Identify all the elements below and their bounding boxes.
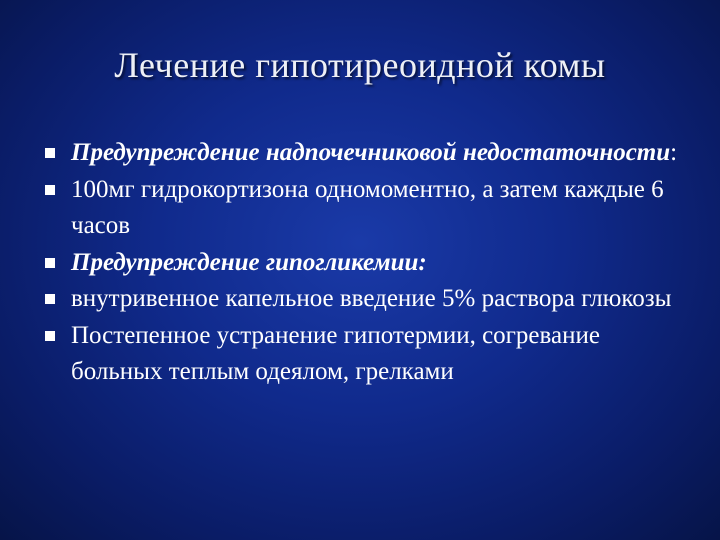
bullet-text-emphasis: Предупреждение гипогликемии: — [71, 248, 427, 276]
bullet-text: 100мг гидрокортизона одномоментно, а затем каждые 6 часов — [71, 175, 664, 239]
bullet-text: Постепенное устранение гипотермии, согревание больных теплым одеялом, грелками — [71, 321, 600, 385]
bullet-item — [45, 318, 685, 391]
square-bullet-icon — [45, 294, 55, 304]
bullet-text: : — [670, 139, 678, 166]
bullet-list — [45, 135, 685, 391]
bullet-item — [45, 281, 685, 318]
bullet-item — [45, 245, 685, 282]
bullet-item — [45, 135, 685, 172]
square-bullet-icon — [45, 331, 55, 341]
bullet-item — [45, 172, 685, 245]
square-bullet-icon — [45, 148, 55, 158]
square-bullet-icon — [45, 185, 55, 195]
bullet-text: внутривенное капельное введение 5% раствора глюкозы — [71, 285, 672, 312]
bullet-text-emphasis: Предупреждение надпочечниковой недостаточности — [71, 139, 671, 166]
slide-title: Лечение гипотиреоидной комы — [114, 45, 606, 85]
square-bullet-icon — [45, 258, 55, 268]
